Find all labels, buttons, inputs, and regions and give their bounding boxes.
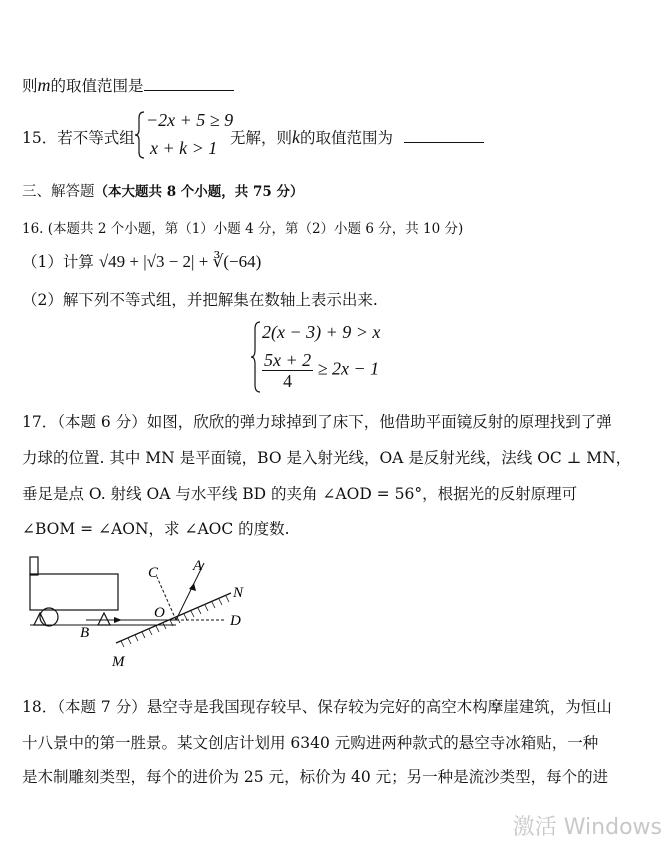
watermark: 激活 Windows (512, 815, 662, 840)
q16-fraction (262, 350, 313, 391)
bed-leg-right (98, 613, 110, 625)
q15-eq2: x + k > 1 (150, 138, 218, 158)
q17-figure (26, 553, 266, 673)
q14-var-m: m (37, 75, 51, 95)
q15-mid: 无解，则 (230, 129, 293, 147)
label-m: M (112, 654, 125, 670)
section3-note: （本大题共 8 个小题，共 75 分） (94, 184, 304, 200)
bed-frame (30, 574, 118, 610)
q16-ineq1: 2(x − 3) + 9 > x (262, 322, 381, 342)
q15-brace (134, 110, 146, 160)
q16-ineq2-rest: ≥ 2x − 1 (317, 358, 380, 379)
label-d: D (230, 613, 241, 629)
mirror-hatching (121, 596, 229, 647)
q18-line1: 18．（本题 7 分）悬空寺是我国现存较早、保存较为完好的高空木构摩崖建筑，为恒山 (22, 698, 612, 716)
q17-line2: 力球的位置. 其中 MN 是平面镜，BO 是入射光线，OA 是反射光线，法线 OC ⊥ MN， (22, 449, 632, 467)
q14-answer-blank (144, 90, 234, 91)
q18-line2: 十八景中的第一胜景。某文创店计划用 6340 元购进两种款式的悬空寺冰箱贴，一种 (22, 734, 599, 752)
label-n: N (233, 585, 244, 601)
q16-part1-label: （1）计算 (22, 253, 94, 271)
q16-brace (250, 320, 262, 394)
q15-answer-blank (404, 142, 484, 143)
incident-arrow (114, 617, 122, 623)
q14-tail-line (22, 74, 234, 96)
section3-heading (22, 180, 303, 201)
mirror-mn (116, 593, 231, 643)
q15-text: 的取值范围为 (300, 129, 394, 147)
q16-part2-label: （2）解下列不等式组，并把解集在数轴上表示出来. (22, 291, 378, 309)
q17-line4: ∠BOM = ∠AON，求 ∠AOC 的度数. (22, 520, 290, 538)
q15-tail-line (230, 126, 484, 148)
label-b: B (80, 625, 90, 641)
q16-fraction-numerator: 5x + 2 (264, 350, 312, 370)
q15-var-k: k (292, 127, 301, 147)
section3-title: 三、解答题 (22, 184, 95, 200)
q15-eq1: −2x + 5 ≥ 9 (146, 110, 234, 130)
q16-part1 (22, 250, 261, 272)
q16-fraction-denominator: 4 (283, 371, 293, 391)
label-c: C (148, 565, 159, 581)
q16-header: 16. (本题共 2 个小题，第（1）小题 4 分，第（2）小题 6 分，共 10 分) (22, 221, 464, 237)
label-o: O (154, 605, 165, 621)
q14-prefix: 则 (22, 77, 38, 95)
q14-text: 的取值范围是 (50, 77, 144, 95)
q17-line3: 垂足是点 O. 射线 OA 与水平线 BD 的夹角 ∠AOD = 56°，根据光的反射原理可 (22, 485, 578, 503)
label-a: A (193, 558, 203, 574)
q16-part1-expr: √49 + |√3 − 2| + ∛(−64) (98, 252, 262, 271)
q18-line3: 是木制雕刻类型，每个的进价为 25 元，标价为 40 元；另一种是流沙类型，每个的进 (22, 768, 609, 786)
q16-ineq2 (262, 350, 379, 391)
reflected-arrow (189, 583, 196, 591)
q15-number: 15．若不等式组 (22, 129, 135, 147)
ball (40, 608, 58, 626)
q17-line1: 17．（本题 6 分）如图，欣欣的弹力球掉到了床下，他借助平面镜反射的原理找到了弹 (22, 413, 612, 431)
bed-headboard (30, 557, 38, 575)
